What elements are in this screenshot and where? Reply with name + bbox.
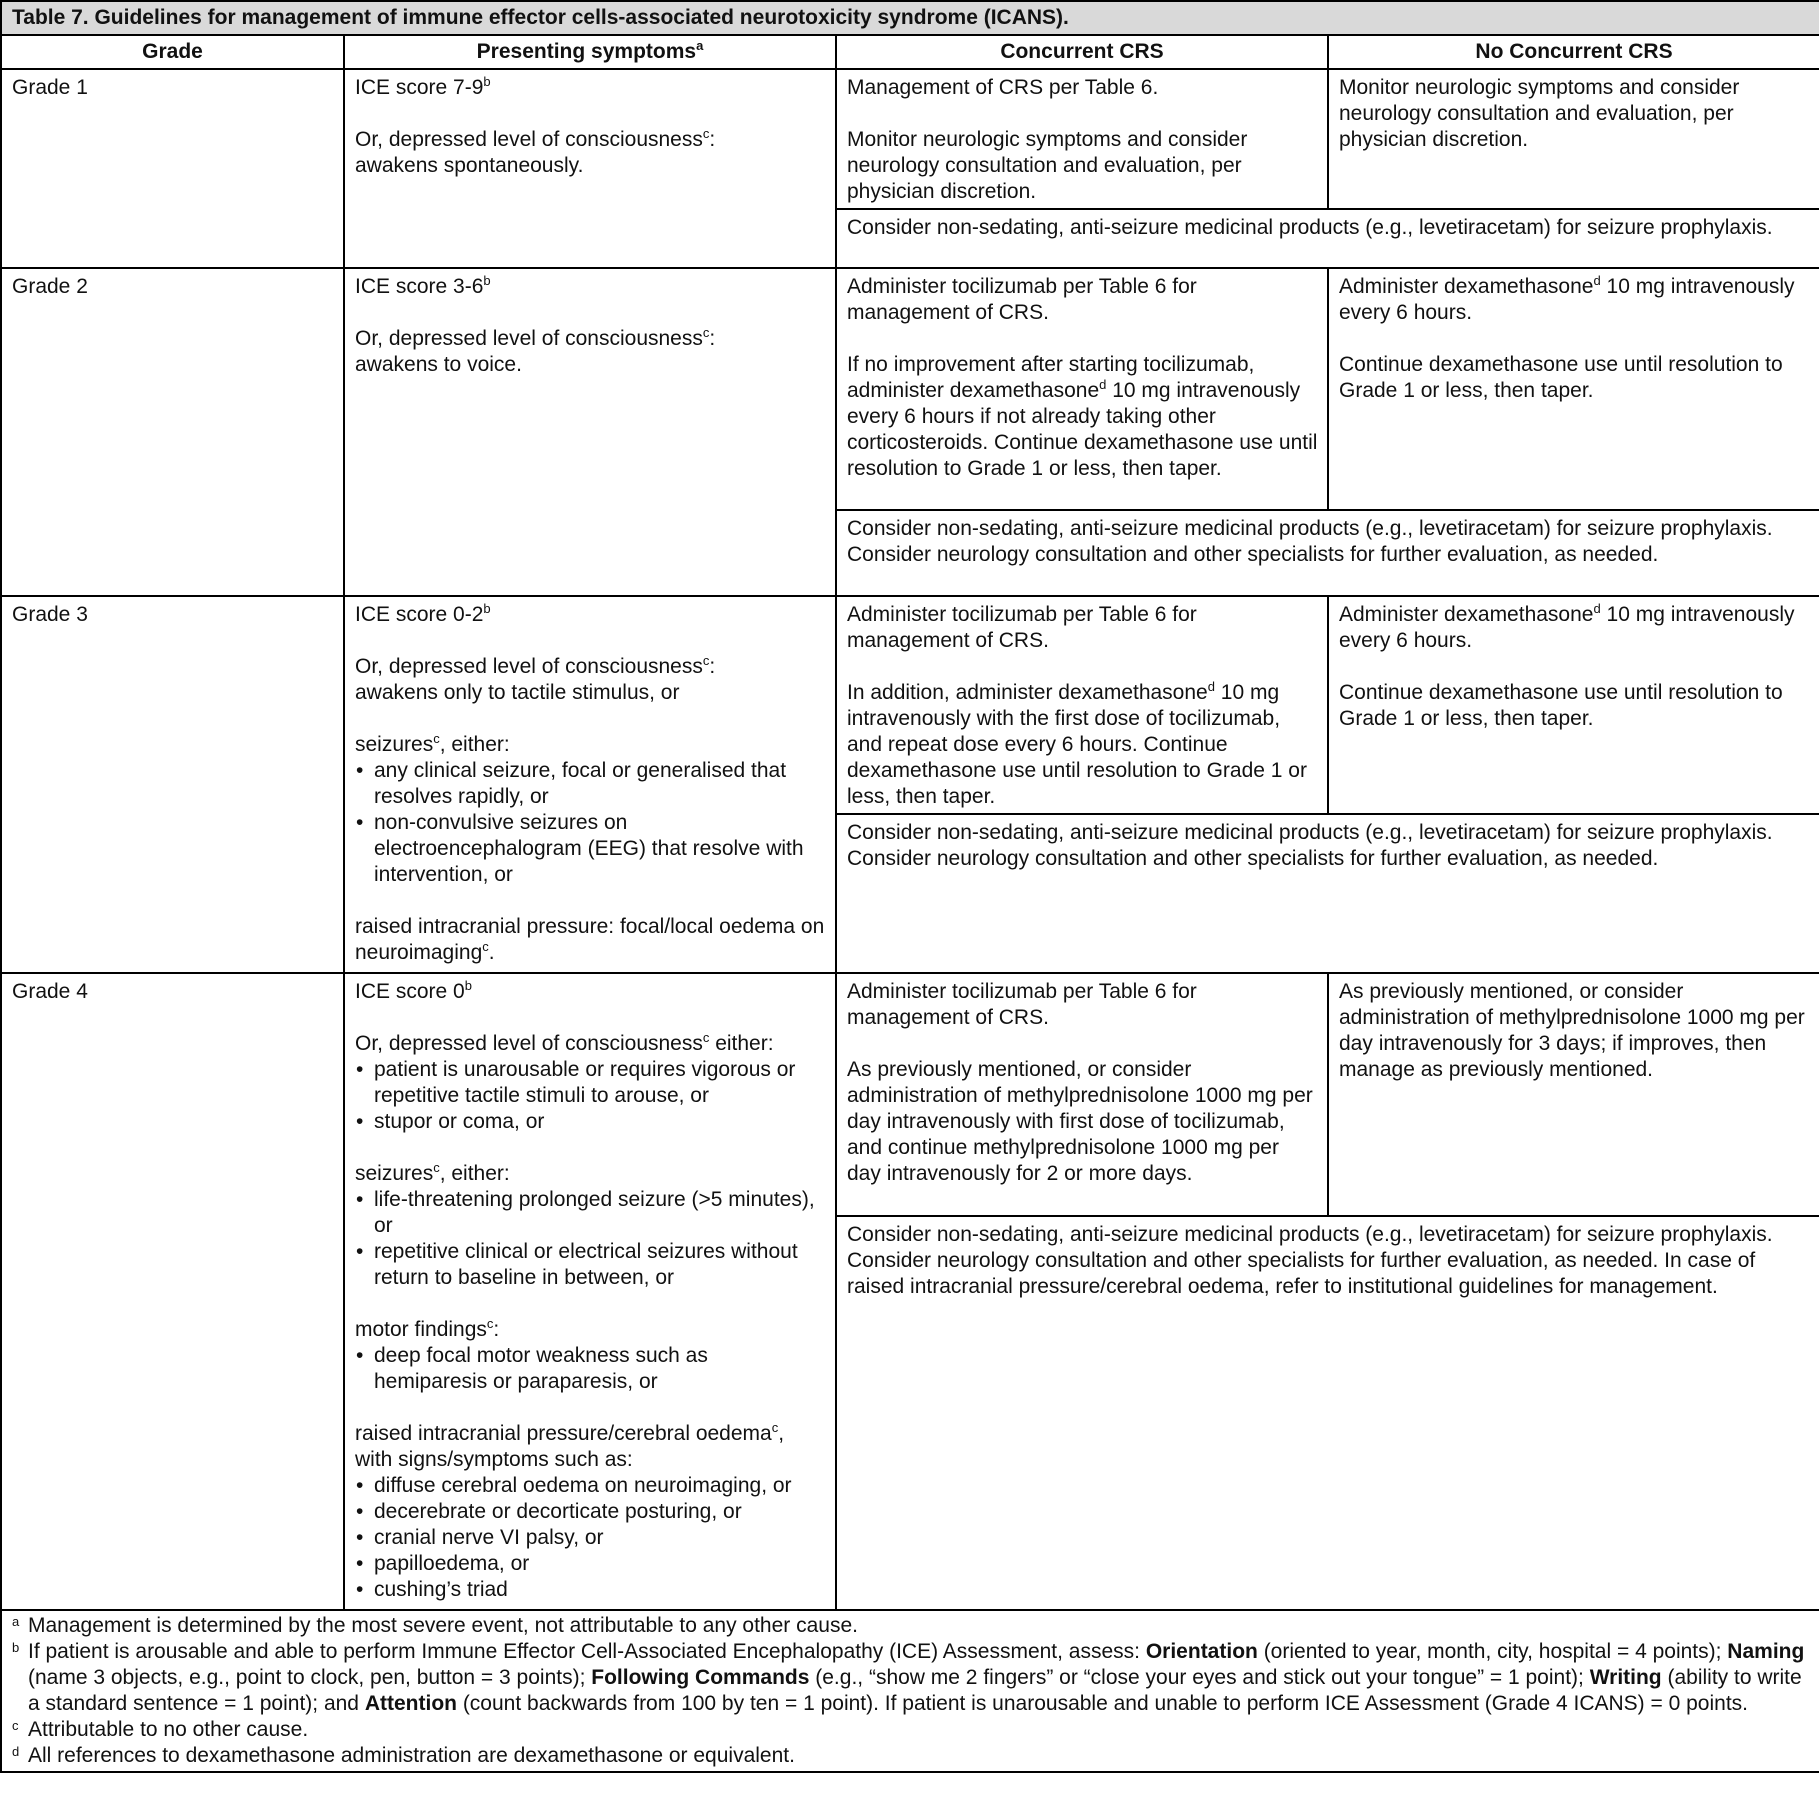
header-presenting-symptoms: Presenting symptoms$^a$	[344, 35, 836, 69]
shared-management-cell: Consider non-sedating, anti-seizure medicinal products (e.g., levetiracetam) for seizure prophylaxis. Consider neurology consultation and other specialists for further evaluation, as needed. In case of raised intracranial pressure/cerebral oedema, refer to institutional guidelines for management.	[836, 1216, 1819, 1610]
list-item: • stupor or coma, or	[355, 1109, 826, 1135]
footnote-d: d All references to dexamethasone administration are dexamethasone or equivalent.	[12, 1744, 795, 1767]
header-no-concurrent-crs: No Concurrent CRS	[1328, 35, 1819, 69]
list-item: • deep focal motor weakness such as hemiparesis or paraparesis, or	[355, 1343, 826, 1395]
list-item: • cushing’s triad	[355, 1577, 826, 1603]
icp-list	[355, 1473, 826, 1603]
footnotes	[1, 1610, 1819, 1772]
no-concurrent-crs-cell: Monitor neurologic symptoms and consider neurology consultation and evaluation, per physician discretion.	[1328, 69, 1819, 209]
shared-management-cell: Consider non-sedating, anti-seizure medicinal products (e.g., levetiracetam) for seizure prophylaxis. Consider neurology consultation and other specialists for further evaluation, as needed.	[836, 510, 1819, 596]
footnote-c: c Attributable to no other cause.	[12, 1718, 309, 1741]
shared-management-cell: Consider non-sedating, anti-seizure medicinal products (e.g., levetiracetam) for seizure prophylaxis. Consider neurology consultation and other specialists for further evaluation, as needed.	[836, 814, 1819, 973]
shared-management-cell: Consider non-sedating, anti-seizure medicinal products (e.g., levetiracetam) for seizure prophylaxis.	[836, 209, 1819, 268]
grade-cell: Grade 4	[1, 973, 344, 1610]
table-title: Table 7. Guidelines for management of immune effector cells-associated neurotoxicity syndrome (ICANS).	[1, 1, 1819, 35]
list-item: • life-threatening prolonged seizure (>5 minutes), or	[355, 1187, 826, 1239]
concurrent-crs-cell: Administer tocilizumab per Table 6 for management of CRS. As previously mentioned, or consider administration of methylprednisolone 1000 mg per day intravenously with first dose of tocilizumab, and continue methylprednisolone 1000 mg per day intravenously for 2 or more days.	[836, 973, 1328, 1216]
list-item: • any clinical seizure, focal or generalised that resolves rapidly, or	[355, 758, 826, 810]
list-item: • papilloedema, or	[355, 1551, 826, 1577]
grade-cell: Grade 1	[1, 69, 344, 268]
list-item: • patient is unarousable or requires vigorous or repetitive tactile stimuli to arouse, or	[355, 1057, 826, 1109]
grade-cell: Grade 3	[1, 596, 344, 973]
seizure-list	[355, 1187, 826, 1291]
no-concurrent-crs-cell: Administer dexamethasone$^d$ 10 mg intravenously every 6 hours. Continue dexamethasone use until resolution to Grade 1 or less, then taper.	[1328, 268, 1819, 510]
header-row	[1, 35, 1819, 69]
table-row	[1, 973, 1819, 1216]
concurrent-crs-cell: Administer tocilizumab per Table 6 for management of CRS. If no improvement after starting tocilizumab, administer dexamethasone$^d$ 10 mg intravenously every 6 hours if not already taking other corticosteroids. Continue dexamethasone use until resolution to Grade 1 or less, then taper.	[836, 268, 1328, 510]
footnote-a: a Management is determined by the most severe event, not attributable to any other cause.	[12, 1614, 858, 1637]
list-item: • diffuse cerebral oedema on neuroimaging, or	[355, 1473, 826, 1499]
list-item: • cranial nerve VI palsy, or	[355, 1525, 826, 1551]
presenting-symptoms-cell: ICE score 7-9$^b$ Or, depressed level of consciousness$^c$: awakens spontaneously.	[344, 69, 836, 268]
no-concurrent-crs-cell: Administer dexamethasone$^d$ 10 mg intravenously every 6 hours. Continue dexamethasone use until resolution to Grade 1 or less, then taper.	[1328, 596, 1819, 814]
footnote-b: b If patient is arousable and able to perform Immune Effector Cell-Associated Encephalopathy (ICE) Assessment, assess: Orientation (oriented to year, month, city, hospital = 4 points); Naming (name 3 objects, e.g., point to clock, pen, button = 3 points); Following Commands (e.g., “show me 2 fingers” or “close your eyes and stick out your tongue” = 1 point); Writing (ability to write a standard sentence = 1 point); and Attention (count backwards from 100 by ten = 1 point). If patient is unarousable and unable to perform ICE Assessment (Grade 4 ICANS) = 0 points.	[12, 1640, 1805, 1715]
table-row	[1, 69, 1819, 209]
motor-list	[355, 1343, 826, 1395]
title-row	[1, 1, 1819, 35]
list-item: • repetitive clinical or electrical seizures without return to baseline in between, or	[355, 1239, 826, 1291]
table-row	[1, 596, 1819, 814]
presenting-symptoms-cell: ICE score 0-2$^b$ Or, depressed level of consciousness$^c$: awakens only to tactile stimulus, or seizures$^c$, either: • any clinical seizure, focal or generalised that resolves rapidly, or • non-convulsive seizures on electroencephalogram (EEG) that resolve with intervention, or raised intracranial pressure: focal/local oedema on neuroimaging$^c$.	[344, 596, 836, 973]
concurrent-crs-cell: Management of CRS per Table 6. Monitor neurologic symptoms and consider neurology consultation and evaluation, per physician discretion.	[836, 69, 1328, 209]
consciousness-list	[355, 1057, 826, 1135]
presenting-symptoms-cell: ICE score 0$^b$ Or, depressed level of consciousness$^c$ either: • patient is unarousable or requires vigorous or repetitive tactile stimuli to arouse, or • stupor or coma, or seizures$^c$, either: • life-threatening prolonged seizure (>5 minutes), or • repetitive clinical or electrical seizures without return to baseline in between, or motor findings$^c$: • deep focal motor weakness such as hemiparesis or paraparesis, or raised intracranial pressure/cerebral oedema$^c$, with signs/symptoms such as: • diffuse cerebral oedema on neuroimaging, or • decerebrate or decorticate posturing, or • cranial nerve VI palsy, or • papilloedema, or • cushing’s triad	[344, 973, 836, 1610]
header-grade: Grade	[1, 35, 344, 69]
no-concurrent-crs-cell: As previously mentioned, or consider administration of methylprednisolone 1000 mg per day intravenously for 3 days; if improves, then manage as previously mentioned.	[1328, 973, 1819, 1216]
header-concurrent-crs: Concurrent CRS	[836, 35, 1328, 69]
grade-cell: Grade 2	[1, 268, 344, 596]
list-item: • non-convulsive seizures on electroencephalogram (EEG) that resolve with intervention, or	[355, 810, 826, 888]
footnotes-row	[1, 1610, 1819, 1772]
concurrent-crs-cell: Administer tocilizumab per Table 6 for management of CRS. In addition, administer dexamethasone$^d$ 10 mg intravenously with the first dose of tocilizumab, and repeat dose every 6 hours. Continue dexamethasone use until resolution to Grade 1 or less, then taper.	[836, 596, 1328, 814]
table-row	[1, 268, 1819, 510]
list-item: • decerebrate or decorticate posturing, or	[355, 1499, 826, 1525]
seizure-list	[355, 758, 826, 888]
presenting-symptoms-cell: ICE score 3-6$^b$ Or, depressed level of consciousness$^c$: awakens to voice.	[344, 268, 836, 596]
